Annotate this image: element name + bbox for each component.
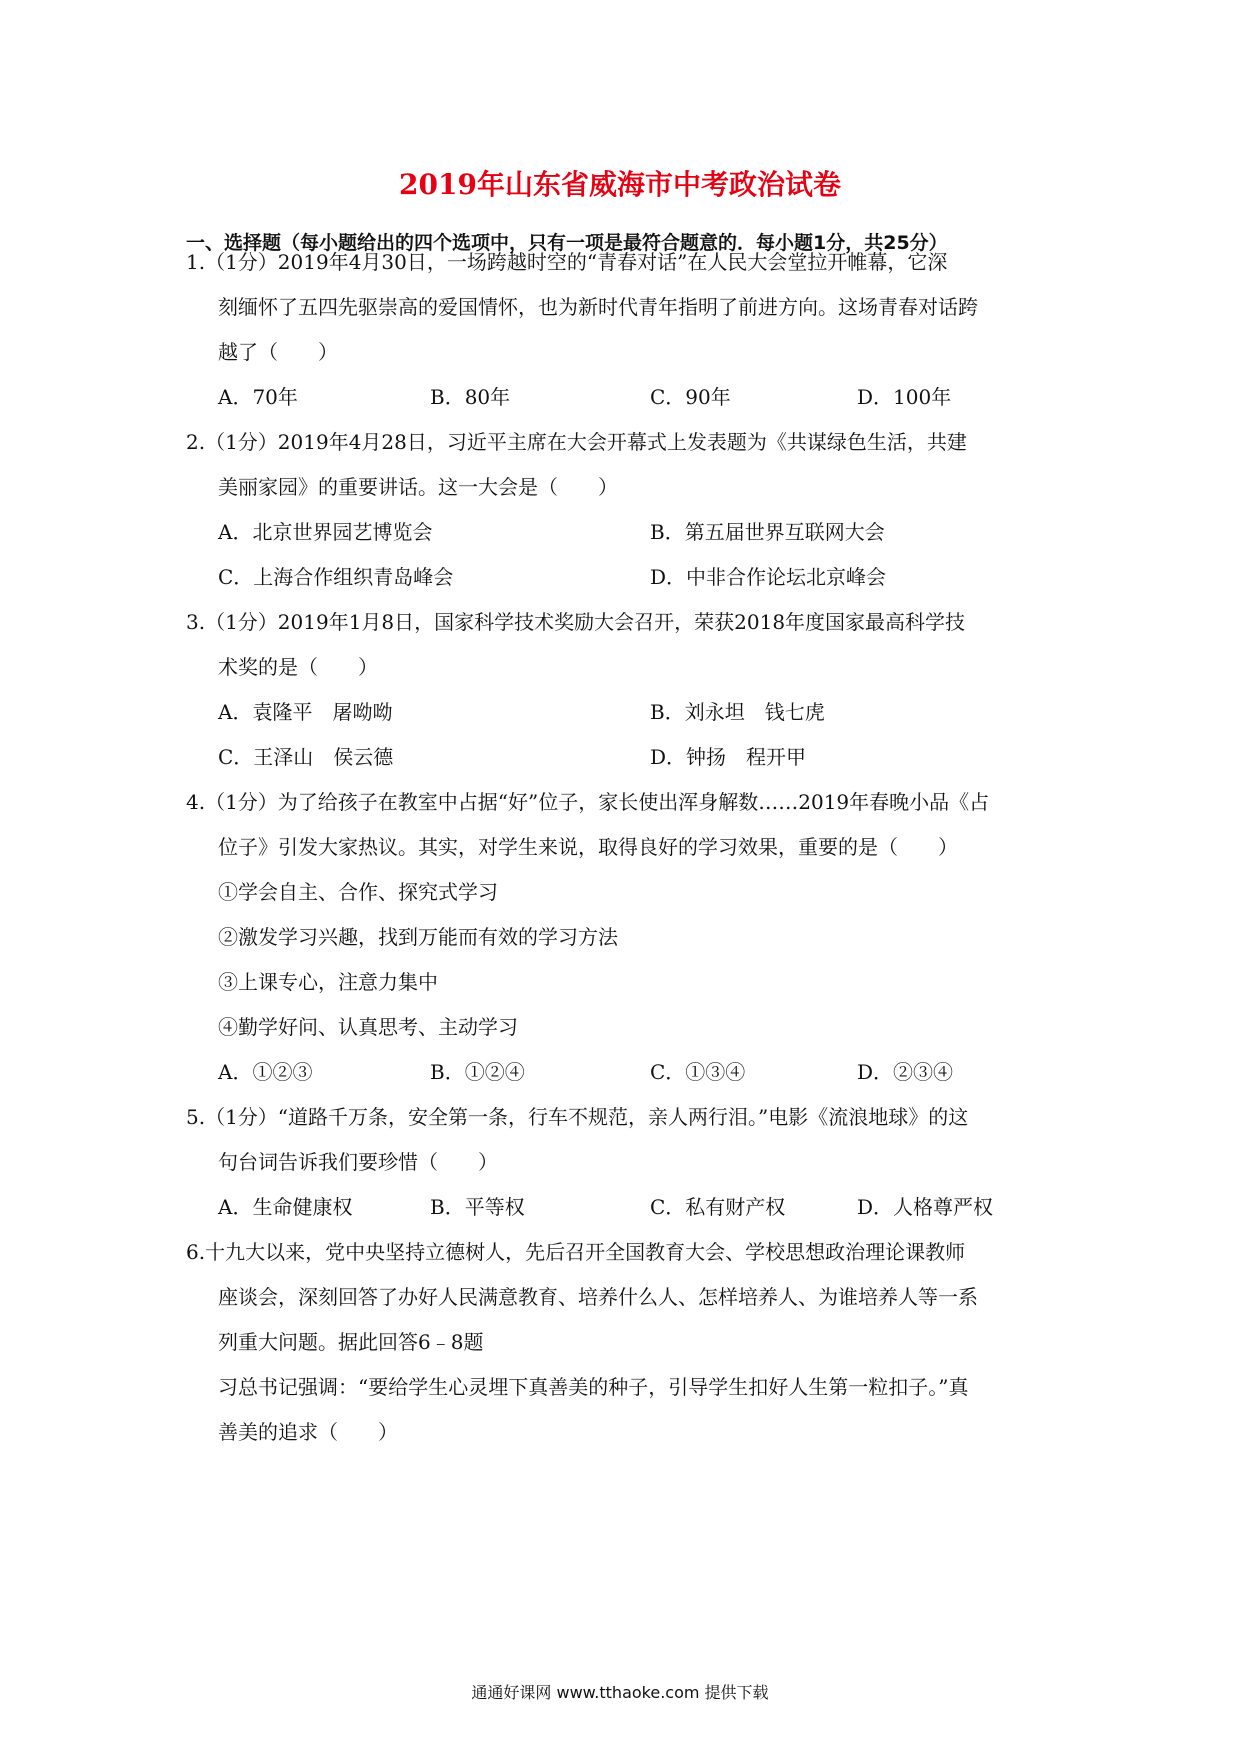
- question-5-line-2: 句台词告诉我们要珍惜（ ）: [218, 1150, 498, 1174]
- question-2-option-a[interactable]: A．北京世界园艺博览会: [218, 520, 433, 544]
- question-4-option-b[interactable]: B．①②④: [430, 1060, 525, 1084]
- question-1-line-1: 1.（1分）2019年4月30日，一场跨越时空的“青春对话”在人民大会堂拉开帷幕，它深: [186, 250, 948, 274]
- question-1-line-3: 越了（ ）: [218, 340, 338, 364]
- question-4-statement-1: ①学会自主、合作、探究式学习: [218, 880, 498, 904]
- question-2-option-d[interactable]: D．中非合作论坛北京峰会: [650, 565, 887, 589]
- question-5-option-c[interactable]: C．私有财产权: [650, 1195, 786, 1219]
- question-1-option-a[interactable]: A．70年: [218, 385, 298, 409]
- page-title: 2019年山东省威海市中考政治试卷: [399, 168, 841, 201]
- question-2-line-2: 美丽家园》的重要讲话。这一大会是（ ）: [218, 475, 618, 499]
- question-4-line-1: 4.（1分）为了给孩子在教室中占据“好”位子，家长使出浑身解数……2019年春晚小品《占: [186, 790, 990, 814]
- question-4-statement-2: ②激发学习兴趣，找到万能而有效的学习方法: [218, 925, 618, 949]
- question-4-line-2: 位子》引发大家热议。其实，对学生来说，取得良好的学习效果，重要的是（ ）: [218, 835, 958, 859]
- question-1-option-b[interactable]: B．80年: [430, 385, 511, 409]
- question-5-option-b[interactable]: B．平等权: [430, 1195, 525, 1219]
- question-1-option-c[interactable]: C．90年: [650, 385, 731, 409]
- question-3-option-c[interactable]: C．王泽山 侯云德: [218, 745, 394, 769]
- question-2-option-c[interactable]: C．上海合作组织青岛峰会: [218, 565, 454, 589]
- question-4-statement-4: ④勤学好问、认真思考、主动学习: [218, 1015, 518, 1039]
- question-3-option-a[interactable]: A．袁隆平 屠呦呦: [218, 700, 393, 724]
- question-6-line-1: 6.十九大以来，党中央坚持立德树人，先后召开全国教育大会、学校思想政治理论课教师: [186, 1240, 966, 1264]
- question-1-option-d[interactable]: D．100年: [857, 385, 952, 409]
- question-6-line-3: 列重大问题。据此回答6﹣8题: [218, 1330, 484, 1354]
- question-5-option-a[interactable]: A．生命健康权: [218, 1195, 353, 1219]
- question-4-option-a[interactable]: A．①②③: [218, 1060, 313, 1084]
- section-heading: 一、选择题（每小题给出的四个选项中，只有一项是最符合题意的．每小题1分，共25分）: [186, 232, 948, 254]
- question-4-statement-3: ③上课专心，注意力集中: [218, 970, 438, 994]
- question-4-option-d[interactable]: D．②③④: [857, 1060, 954, 1084]
- question-6-line-2: 座谈会，深刻回答了办好人民满意教育、培养什么人、怎样培养人、为谁培养人等一系: [218, 1285, 978, 1309]
- question-3-option-d[interactable]: D．钟扬 程开甲: [650, 745, 807, 769]
- footer-download-note: 通通好课网 www.tthaoke.com 提供下载: [471, 1683, 769, 1702]
- question-6-line-5: 善美的追求（ ）: [218, 1420, 398, 1444]
- question-6-line-4: 习总书记强调：“要给学生心灵埋下真善美的种子，引导学生扣好人生第一粒扣子。”真: [218, 1375, 969, 1399]
- question-5-option-d[interactable]: D．人格尊严权: [857, 1195, 994, 1219]
- question-5-line-1: 5.（1分）“道路千万条，安全第一条，行车不规范，亲人两行泪。”电影《流浪地球》的这: [186, 1105, 969, 1129]
- question-2-option-b[interactable]: B．第五届世界互联网大会: [650, 520, 885, 544]
- question-2-line-1: 2.（1分）2019年4月28日，习近平主席在大会开幕式上发表题为《共谋绿色生活，共建: [186, 430, 967, 454]
- question-4-option-c[interactable]: C．①③④: [650, 1060, 746, 1084]
- question-1-line-2: 刻缅怀了五四先驱崇高的爱国情怀，也为新时代青年指明了前进方向。这场青春对话跨: [218, 295, 978, 319]
- question-3-line-2: 术奖的是（ ）: [218, 655, 378, 679]
- question-3-line-1: 3.（1分）2019年1月8日，国家科学技术奖励大会召开，荣获2018年度国家最高科学技: [186, 610, 966, 634]
- question-3-option-b[interactable]: B．刘永坦 钱七虎: [650, 700, 825, 724]
